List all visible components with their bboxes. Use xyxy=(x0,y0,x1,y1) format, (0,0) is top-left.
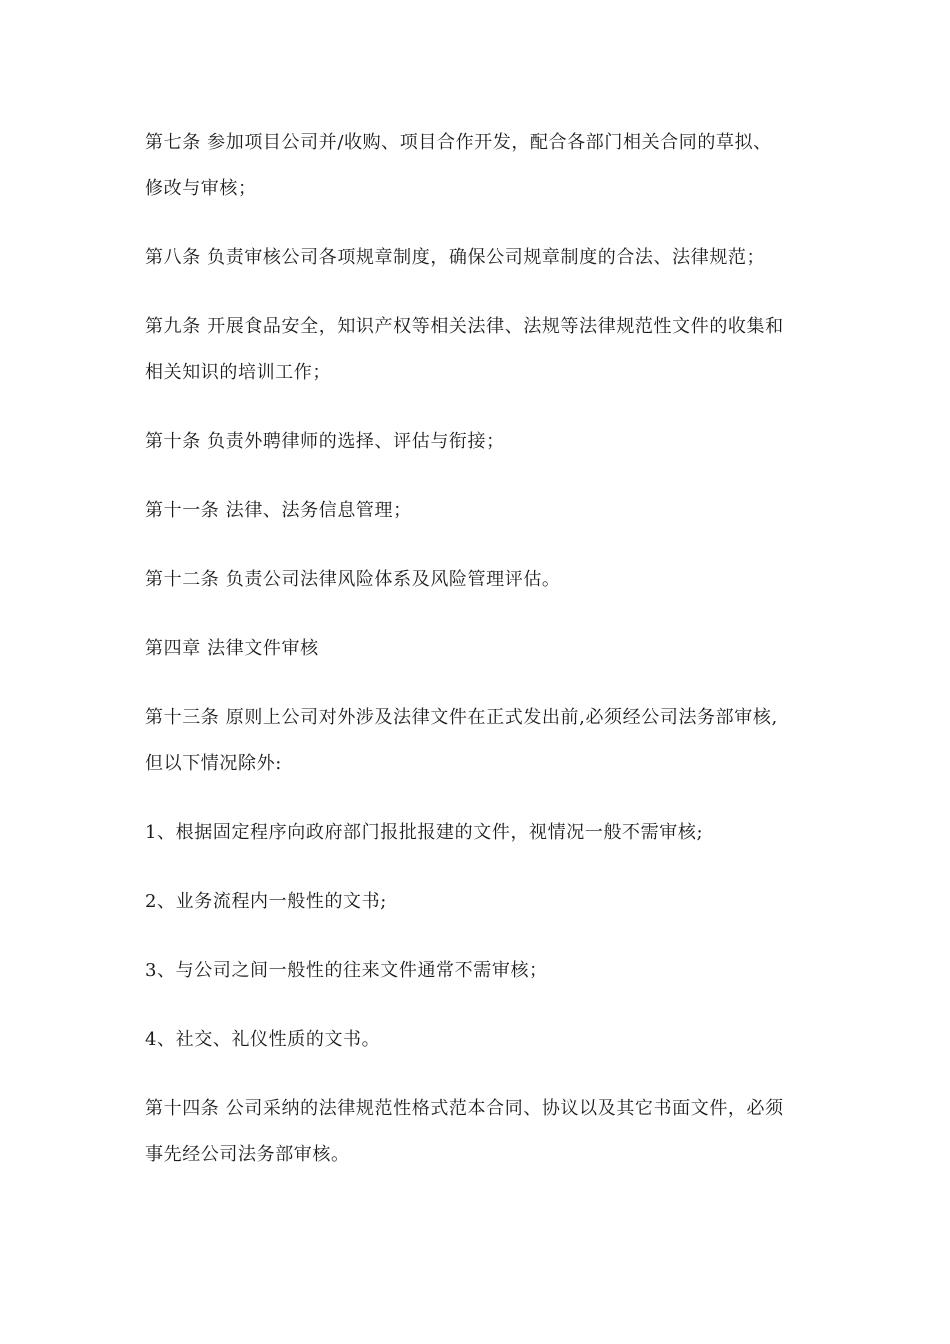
text-line: 相关知识的培训工作； xyxy=(145,362,331,383)
article-8: 第八条 负责审核公司各项规章制度，确保公司规章制度的合法、法律规范； xyxy=(145,247,766,268)
chapter-4-heading: 第四章 法律文件审核 xyxy=(145,638,319,659)
text-line: 事先经公司法务部审核。 xyxy=(145,1144,350,1165)
list-item-2: 2、业务流程内一般性的文书; xyxy=(145,891,387,912)
article-12: 第十二条 负责公司法律风险体系及风险管理评估。 xyxy=(145,569,561,590)
text-line: 但以下情况除外: xyxy=(145,753,282,774)
text-line: 第九条 开展食品安全，知识产权等相关法律、法规等法律规范性文件的收集和 xyxy=(145,316,784,337)
text-line: 第十三条 原则上公司对外涉及法律文件在正式发出前,必须经公司法务部审核, xyxy=(145,707,778,728)
list-item-3: 3、与公司之间一般性的往来文件通常不需审核； xyxy=(145,960,548,981)
article-11: 第十一条 法律、法务信息管理； xyxy=(145,500,412,521)
article-13 xyxy=(145,707,815,799)
article-9 xyxy=(145,316,815,408)
text-line: 第十四条 公司采纳的法律规范性格式范本合同、协议以及其它书面文件，必须 xyxy=(145,1098,784,1119)
list-item-4: 4、社交、礼仪性质的文书。 xyxy=(145,1029,381,1050)
text-line: 第七条 参加项目公司并/收购、项目合作开发，配合各部门相关合同的草拟、 xyxy=(145,132,772,153)
article-7 xyxy=(145,132,815,224)
article-14 xyxy=(145,1098,815,1190)
list-item-1: 1、根据固定程序向政府部门报批报建的文件，视情况一般不需审核; xyxy=(145,822,704,843)
text-line: 修改与审核； xyxy=(145,178,257,199)
article-10: 第十条 负责外聘律师的选择、评估与衔接； xyxy=(145,431,505,452)
document-body xyxy=(145,132,815,1213)
